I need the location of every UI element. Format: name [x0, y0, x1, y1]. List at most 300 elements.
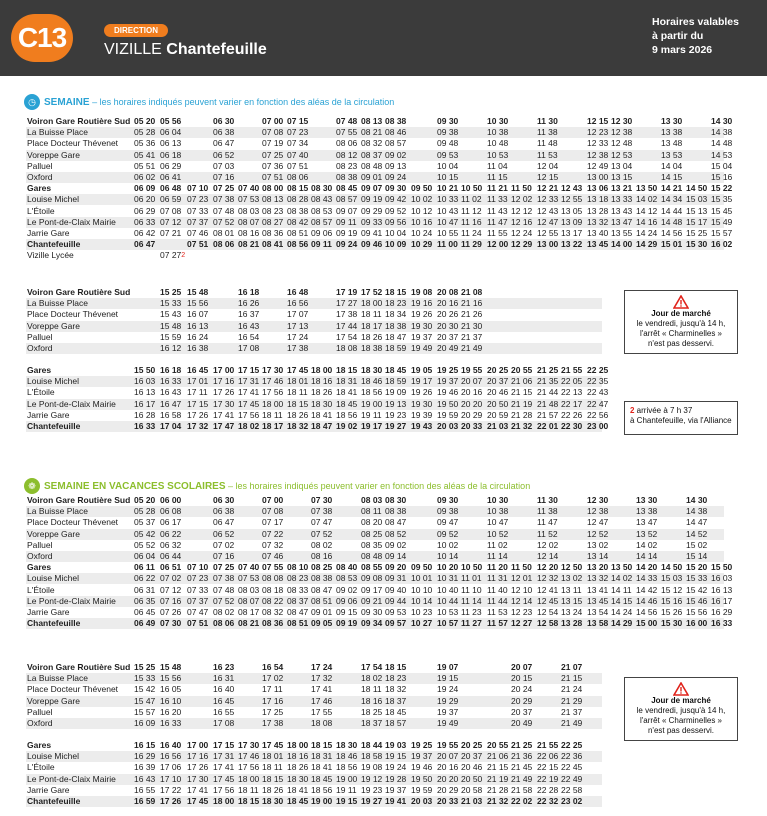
- time-cell: 08 38: [311, 573, 333, 584]
- time-cell: 09 02: [336, 584, 358, 595]
- time-cell: 07 51: [187, 618, 209, 629]
- stop-name: La Buisse Place: [27, 127, 88, 138]
- time-cell: 19 25: [411, 740, 433, 750]
- time-cell: 12 15: [587, 116, 609, 126]
- time-cell: 19 50: [411, 773, 433, 784]
- table-row: [26, 205, 733, 217]
- time-cell: 12 38: [587, 149, 609, 160]
- time-cell: 21 55: [561, 365, 583, 375]
- time-cell: 10 01: [411, 573, 433, 584]
- stop-name: Vizille Lycée: [27, 250, 74, 261]
- time-cell: 21 32: [511, 421, 533, 431]
- stop-name: Le Pont-de-Claix Mairie: [27, 595, 116, 606]
- stop-name: Gares: [27, 183, 52, 194]
- table-row: [26, 239, 733, 250]
- time-cell: 11 50: [511, 183, 532, 194]
- time-cell: 12 23: [511, 607, 533, 617]
- time-cell: 11 15: [487, 172, 508, 182]
- time-cell: 18 11: [361, 684, 382, 695]
- time-cell: 11 21: [487, 183, 508, 194]
- time-cell: 09 17: [361, 584, 383, 595]
- time-cell: 15 59: [160, 331, 182, 342]
- time-cell: 16 07: [187, 309, 209, 320]
- time-cell: 08 48: [361, 160, 383, 171]
- time-cell: 15 01: [661, 239, 683, 250]
- time-cell: 06 47: [213, 517, 235, 528]
- time-cell: 15 03: [661, 573, 683, 584]
- time-cell: 08 51: [287, 618, 309, 629]
- time-cell: 18 41: [287, 784, 309, 795]
- time-cell: 07 46: [187, 228, 209, 238]
- time-cell: 10 10: [411, 584, 433, 595]
- table-row: [26, 149, 733, 161]
- time-cell: 13 47: [636, 517, 658, 528]
- direction-label: DIRECTION: [104, 24, 168, 37]
- time-cell: 18 15: [238, 796, 260, 806]
- time-cell: 09 46: [361, 239, 383, 250]
- time-cell: 07 32: [262, 539, 284, 550]
- time-cell: 09 07: [336, 205, 358, 216]
- time-cell: 08 32: [262, 607, 284, 617]
- time-cell: 13 45: [587, 595, 609, 606]
- time-cell: 20 16: [437, 298, 459, 309]
- time-cell: 07 02: [213, 539, 235, 550]
- time-cell: 12 33: [587, 138, 609, 149]
- time-cell: 09 07: [361, 183, 383, 194]
- market-line: n'est pas desservi.: [647, 726, 714, 735]
- time-cell: 12 27: [511, 618, 533, 629]
- stop-name: Louise Michel: [27, 376, 79, 387]
- stop-name: Le Pont-de-Claix Mairie: [27, 216, 116, 227]
- time-cell: 18 23: [385, 298, 407, 309]
- time-cell: 21 15: [511, 387, 533, 398]
- time-cell: 19 24: [385, 762, 407, 773]
- time-cell: 13 18: [587, 194, 609, 205]
- time-cell: 16 24: [187, 331, 209, 342]
- time-cell: 15 57: [711, 228, 733, 238]
- table-row: [26, 506, 724, 517]
- time-cell: 17 04: [160, 421, 182, 431]
- time-cell: 13 30: [661, 116, 683, 126]
- table-row: [26, 684, 602, 695]
- time-cell: 20 03: [411, 796, 433, 806]
- time-cell: 20 33: [437, 796, 459, 806]
- time-cell: 18 30: [262, 796, 284, 806]
- time-cell: 18 30: [336, 740, 358, 750]
- time-cell: 09 15: [336, 607, 358, 617]
- time-cell: 13 50: [636, 183, 658, 194]
- time-cell: 11 01: [461, 573, 482, 584]
- time-cell: 14 50: [661, 562, 683, 573]
- time-cell: 17 45: [187, 796, 209, 806]
- time-cell: 15 42: [134, 684, 156, 695]
- time-cell: 08 13: [262, 194, 284, 205]
- time-cell: 10 04: [385, 228, 407, 238]
- time-cell: 19 17: [411, 376, 433, 387]
- time-cell: 07 40: [238, 562, 260, 573]
- time-cell: 16 13: [711, 584, 733, 595]
- time-cell: 13 21: [611, 183, 633, 194]
- time-cell: 18 26: [287, 762, 309, 773]
- time-cell: 12 47: [537, 216, 559, 227]
- time-cell: 22 06: [537, 751, 559, 762]
- time-cell: 18 59: [385, 343, 407, 353]
- stop-name: Voiron Gare Routière Sud: [27, 495, 131, 505]
- time-cell: 17 30: [238, 740, 260, 750]
- time-cell: 22 28: [537, 784, 559, 795]
- stop-name: Voiron Gare Routière Sud: [27, 116, 131, 126]
- time-cell: 07 10: [187, 183, 209, 194]
- time-cell: 21 06: [511, 376, 533, 387]
- time-cell: 20 50: [461, 773, 483, 784]
- time-cell: 14 47: [686, 517, 708, 528]
- time-cell: 19 15: [385, 751, 407, 762]
- time-cell: 08 33: [287, 584, 309, 595]
- time-cell: 11 02: [461, 194, 482, 205]
- time-cell: 08 53: [311, 205, 333, 216]
- time-cell: 19 09: [385, 387, 407, 398]
- time-cell: 11 20: [487, 562, 508, 573]
- time-cell: 14 29: [611, 618, 633, 629]
- time-cell: 05 20: [134, 495, 156, 505]
- time-cell: 11 44: [487, 595, 508, 606]
- time-cell: 17 46: [311, 695, 333, 706]
- time-cell: 10 48: [487, 138, 509, 149]
- time-cell: 12 43: [561, 183, 583, 194]
- time-cell: 07 52: [213, 216, 235, 227]
- time-cell: 16 40: [160, 740, 182, 750]
- time-cell: 09 52: [437, 528, 459, 539]
- time-cell: 07 47: [311, 517, 333, 528]
- time-cell: 11 33: [487, 194, 508, 205]
- time-cell: 19 50: [437, 398, 459, 409]
- time-cell: 18 56: [336, 409, 358, 420]
- time-cell: 19 16: [411, 298, 433, 309]
- time-cell: 07 48: [213, 205, 235, 216]
- time-cell: 20 55: [511, 365, 533, 375]
- time-cell: 10 24: [411, 228, 433, 238]
- time-cell: 17 15: [213, 740, 235, 750]
- time-cell: 10 20: [437, 562, 459, 573]
- time-cell: 18 25: [361, 706, 383, 717]
- time-cell: 17 56: [213, 784, 235, 795]
- time-cell: 19 46: [411, 762, 433, 773]
- time-cell: 18 56: [311, 784, 333, 795]
- header: [0, 0, 767, 76]
- time-cell: 13 15: [561, 595, 583, 606]
- time-cell: 11 43: [487, 205, 508, 216]
- destination: [104, 40, 267, 60]
- time-cell: 19 55: [437, 740, 459, 750]
- time-cell: 18 32: [385, 684, 407, 695]
- time-cell: 14 15: [661, 172, 683, 182]
- time-cell: 17 11: [262, 684, 283, 695]
- time-cell: 06 52: [213, 149, 235, 160]
- time-cell: 16 31: [213, 673, 235, 684]
- time-cell: 06 44: [160, 551, 182, 561]
- time-cell: 18 16: [361, 695, 383, 706]
- time-cell: 19 15: [336, 796, 358, 806]
- time-cell: 05 51: [134, 160, 156, 171]
- time-cell: 22 15: [537, 762, 559, 773]
- time-cell: 09 33: [361, 216, 383, 227]
- time-cell: 18 45: [385, 706, 407, 717]
- stop-name: Gares: [27, 562, 52, 573]
- time-cell: 13 28: [587, 205, 609, 216]
- time-cell: 07 12: [160, 584, 182, 595]
- time-cell: 16 54: [262, 662, 284, 672]
- market-title: Jour de marché: [651, 696, 711, 705]
- time-cell: 17 00: [213, 365, 235, 375]
- time-cell: 17 30: [187, 773, 209, 784]
- time-cell: 06 38: [213, 127, 235, 138]
- time-cell: 17 08: [238, 343, 260, 353]
- time-cell: 07 30: [311, 495, 333, 505]
- time-cell: 08 06: [287, 172, 309, 182]
- time-cell: 10 16: [411, 216, 433, 227]
- time-cell: 12 54: [537, 607, 559, 617]
- time-cell: 20 59: [487, 409, 509, 420]
- time-cell: 08 25: [361, 528, 383, 539]
- time-cell: 19 37: [411, 331, 433, 342]
- time-cell: 21 19: [487, 773, 509, 784]
- time-cell: 10 55: [437, 228, 459, 238]
- time-cell: 13 11: [561, 584, 582, 595]
- time-cell: 06 08: [160, 506, 182, 517]
- time-cell: 19 37: [437, 376, 459, 387]
- time-cell: 08 38: [336, 172, 358, 182]
- time-cell: 17 54: [336, 331, 358, 342]
- time-cell: 17 41: [238, 387, 260, 398]
- table-row: [26, 309, 602, 320]
- time-cell: 10 04: [437, 160, 459, 171]
- time-cell: 22 02: [511, 796, 533, 806]
- stop-name: L'Étoile: [27, 762, 55, 773]
- time-cell: 07 37: [187, 595, 209, 606]
- time-cell: 11 16: [461, 216, 482, 227]
- time-cell: 12 29: [511, 239, 533, 250]
- time-cell: 19 37: [437, 706, 459, 717]
- time-cell: 08 02: [213, 607, 235, 617]
- time-cell: 18 45: [287, 796, 309, 806]
- time-cell: 17 00: [187, 740, 209, 750]
- time-cell: 10 43: [437, 205, 459, 216]
- time-cell: 11 10: [461, 584, 482, 595]
- time-cell: 19 59: [437, 409, 459, 420]
- time-cell: 16 58: [160, 409, 182, 420]
- time-cell: 11 31: [487, 573, 508, 584]
- time-cell: 14 38: [686, 506, 708, 517]
- time-cell: 16 00: [686, 618, 708, 629]
- stop-name: Gares: [27, 740, 52, 750]
- stop-name: Oxford: [27, 343, 53, 353]
- time-cell: 07 40: [287, 149, 309, 160]
- time-cell: 12 55: [561, 194, 583, 205]
- time-cell: 21 28: [487, 784, 509, 795]
- time-cell: 07 33: [187, 205, 209, 216]
- time-cell: 08 47: [385, 517, 407, 528]
- time-cell: 08 16: [238, 228, 260, 238]
- time-cell: 16 43: [238, 320, 260, 331]
- time-cell: 07 23: [187, 573, 209, 584]
- time-cell: 13 02: [587, 539, 609, 550]
- time-cell: 15 50: [134, 365, 156, 375]
- time-cell: 18 15: [287, 398, 309, 409]
- time-cell: 18 37: [361, 718, 383, 728]
- time-cell: 18 11: [262, 762, 283, 773]
- time-cell: 14 46: [636, 595, 658, 606]
- stop-name: Chantefeuille: [27, 239, 81, 250]
- time-cell: 13 47: [611, 216, 633, 227]
- time-cell: 20 50: [487, 398, 509, 409]
- table-row: [26, 673, 602, 684]
- time-cell: 21 24: [561, 684, 583, 695]
- time-cell: 17 32: [311, 673, 333, 684]
- time-cell: 09 44: [385, 595, 407, 606]
- stop-name: Le Pont-de-Claix Mairie: [27, 773, 116, 784]
- time-cell: 10 40: [437, 584, 459, 595]
- time-cell: 14 02: [636, 194, 658, 205]
- time-cell: 14 48: [661, 216, 683, 227]
- time-cell: 12 38: [611, 127, 633, 138]
- time-cell: 08 06: [336, 138, 358, 149]
- time-cell: 17 52: [361, 287, 383, 297]
- time-cell: 11 30: [537, 495, 558, 505]
- time-cell: 21 44: [537, 387, 559, 398]
- time-cell: 08 48: [361, 551, 383, 561]
- stop-name: L'Étoile: [27, 584, 55, 595]
- time-cell: 07 37: [187, 216, 209, 227]
- time-cell: 06 29: [134, 205, 156, 216]
- time-cell: 17 38: [287, 343, 309, 353]
- time-cell: 18 17: [361, 320, 383, 331]
- table-row: [26, 387, 609, 398]
- time-cell: 09 11: [336, 216, 357, 227]
- time-cell: 13 09: [561, 216, 583, 227]
- time-cell: 19 43: [411, 421, 433, 431]
- time-cell: 13 20: [587, 562, 609, 573]
- time-cell: 08 06: [213, 618, 235, 629]
- time-cell: 21 25: [511, 740, 533, 750]
- time-cell: 06 42: [134, 228, 156, 238]
- time-cell: 07 38: [311, 506, 333, 517]
- time-cell: 08 57: [385, 138, 407, 149]
- time-cell: 07 00: [262, 495, 284, 505]
- time-cell: 12 45: [537, 595, 559, 606]
- time-cell: 20 08: [437, 287, 459, 297]
- time-cell: 20 58: [461, 784, 483, 795]
- table-row: [26, 785, 602, 796]
- time-cell: 17 26: [187, 409, 209, 420]
- time-cell: 09 38: [437, 127, 459, 138]
- table-row: [26, 751, 602, 762]
- time-cell: 08 57: [336, 194, 358, 205]
- time-cell: 17 55: [311, 706, 333, 717]
- time-cell: 08 32: [361, 138, 383, 149]
- time-cell: 16 23: [213, 662, 235, 672]
- time-cell: 08 55: [361, 562, 383, 573]
- time-cell: 18 15: [336, 365, 358, 375]
- time-cell: 16 12: [160, 343, 182, 353]
- warning-icon: [673, 295, 689, 309]
- time-cell: 12 48: [611, 138, 633, 149]
- time-cell: 22 36: [561, 751, 583, 762]
- time-cell: 22 30: [561, 421, 583, 431]
- time-cell: 18 56: [361, 387, 383, 398]
- time-cell: 07 55: [336, 127, 358, 138]
- time-cell: 07 17: [262, 517, 284, 528]
- time-cell: 13 32: [587, 573, 609, 584]
- time-cell: 16 33: [160, 376, 182, 387]
- table-row: [26, 796, 602, 807]
- time-cell: 17 08: [213, 718, 235, 728]
- time-cell: 21 19: [511, 398, 533, 409]
- time-cell: 08 47: [311, 584, 333, 595]
- time-cell: 12 30: [587, 495, 609, 505]
- time-cell: 21 36: [511, 751, 533, 762]
- table-row: [26, 495, 724, 506]
- time-cell: 13 53: [661, 149, 683, 160]
- time-cell: 06 45: [134, 607, 156, 617]
- time-cell: 16 33: [160, 718, 182, 728]
- time-cell: 17 26: [213, 387, 235, 398]
- time-cell: 11 30: [537, 116, 558, 126]
- market-note-holidays: [624, 677, 738, 741]
- stop-name: Gares: [27, 365, 52, 375]
- time-cell: 12 16: [511, 216, 533, 227]
- time-cell: 14 29: [636, 239, 658, 250]
- time-cell: 07 38: [213, 194, 235, 205]
- time-cell: 08 42: [287, 216, 309, 227]
- time-cell: 15 25: [686, 228, 708, 238]
- time-cell: 08 53: [336, 573, 358, 584]
- time-cell: 06 20: [134, 194, 156, 205]
- stop-name: L'Étoile: [27, 387, 55, 398]
- time-cell: 17 46: [262, 376, 284, 387]
- time-cell: 13 54: [587, 607, 609, 617]
- time-cell: 16 10: [160, 695, 182, 706]
- time-cell: 11 47: [537, 517, 558, 528]
- time-cell: 22 45: [561, 762, 583, 773]
- time-cell: 17 26: [187, 762, 209, 773]
- time-cell: 06 18: [160, 149, 182, 160]
- time-cell: 15 30: [661, 618, 683, 629]
- time-cell: 10 53: [437, 607, 459, 617]
- time-cell: 20 07: [461, 376, 483, 387]
- time-cell: 15 33: [160, 298, 182, 309]
- time-cell: 12 14: [537, 551, 559, 561]
- time-cell: 17 30: [262, 365, 284, 375]
- time-cell: 13 02: [561, 573, 583, 584]
- time-cell: 09 53: [437, 149, 459, 160]
- time-cell: 15 57: [134, 706, 156, 717]
- time-cell: 15 46: [686, 595, 708, 606]
- time-cell: 07 47: [187, 607, 209, 617]
- time-cell: 11 23: [461, 607, 482, 617]
- time-cell: 21 37: [461, 331, 483, 342]
- section-title-holidays: [44, 481, 530, 492]
- time-cell: 16 56: [287, 298, 309, 309]
- table-row: [26, 376, 609, 387]
- time-cell: 11 04: [487, 160, 508, 171]
- time-cell: 19 15: [437, 673, 459, 684]
- stop-name: Le Pont-de-Claix Mairie: [27, 398, 116, 409]
- time-cell: 12 01: [511, 573, 533, 584]
- time-cell: 08 23: [262, 205, 284, 216]
- time-cell: 16 45: [187, 365, 209, 375]
- time-cell: 07 23: [187, 194, 209, 205]
- time-cell: 07 25: [262, 149, 284, 160]
